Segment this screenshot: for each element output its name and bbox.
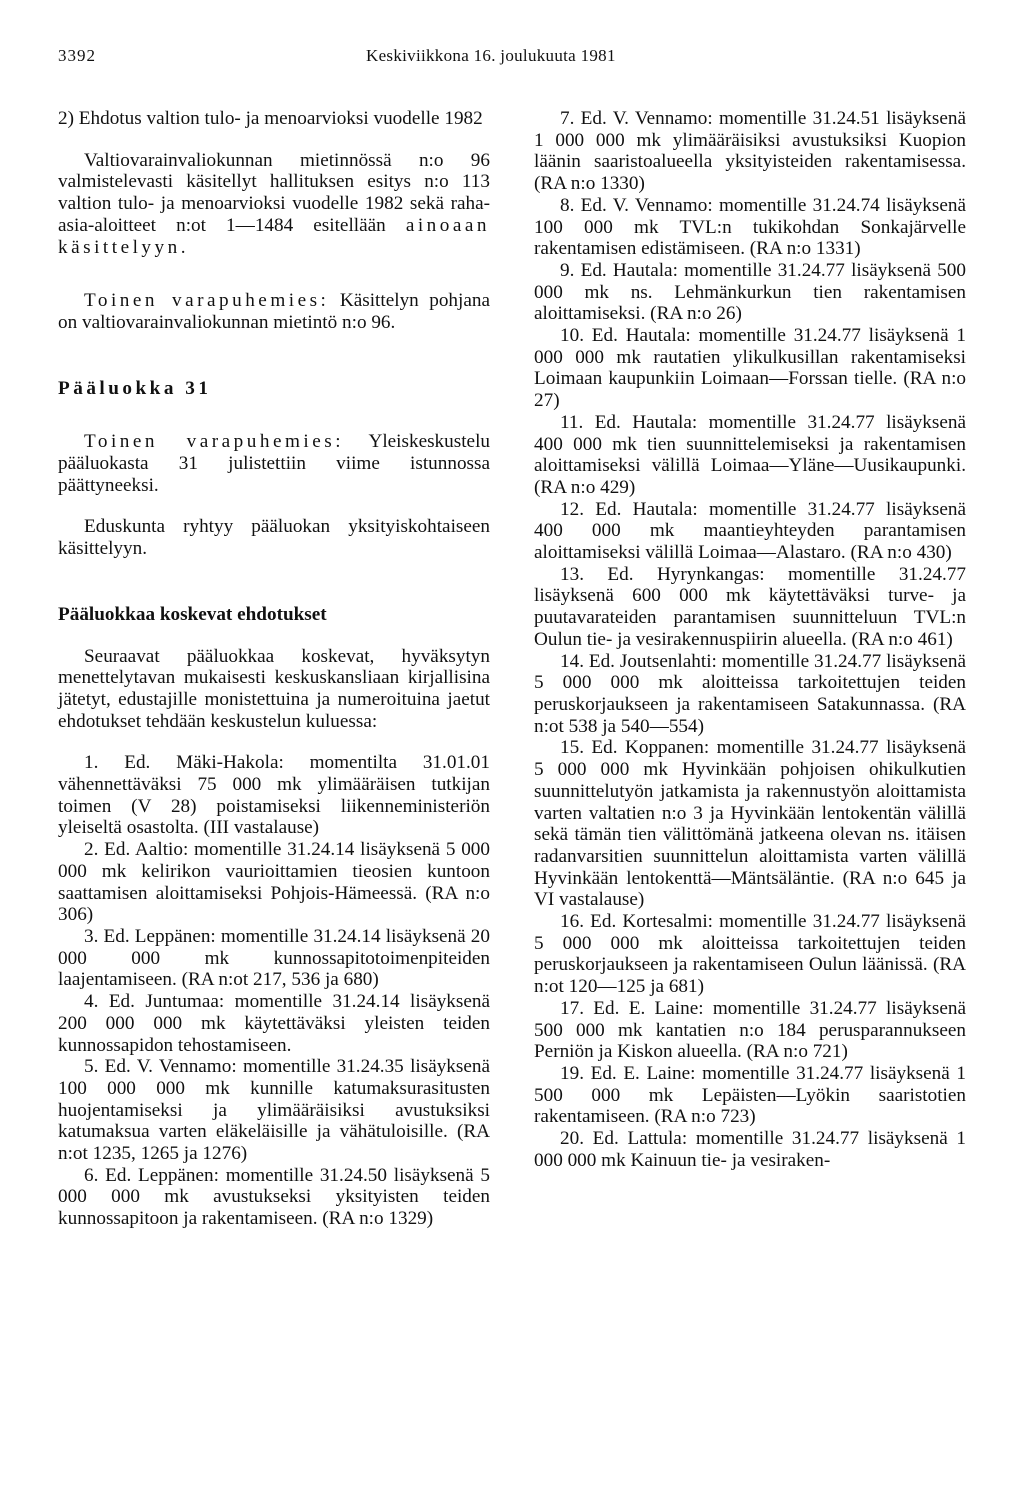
proposals-intro: Seuraavat pääluokkaa koskevat, hyväksytyn menettelytavan mukaisesti keskuskansliaan kirjallisina jätetyt, edustajille monistettuina ja numeroituina jaetut ehdotukset tehdään keskustelun kuluessa: (58, 645, 490, 732)
intro-text: Valtiovarainvaliokunnan mietinnössä n:o 96 valmistelevasti käsitellyt hallituksen esitys n:o 113 valtion tulo- ja menoarvioksi vuodelle 1982 sekä raha-asia-aloitteet n:ot 1—1484 esitellään (58, 149, 490, 236)
spacer (58, 626, 490, 646)
proposals-heading: Pääluokkaa koskevat ehdotukset (58, 603, 327, 625)
proposal-item: 20. Ed. Lattula: momentille 31.24.77 lisäyksenä 1 000 000 mk Kainuun tie- ja vesiraken- (534, 1128, 966, 1171)
proposal-item: 12. Ed. Hautala: momentille 31.24.77 lisäyksenä 400 000 mk maantieyhteyden parantamisen aloittamiseksi välillä Loimaa—Alastaro. (RA n:o 430) (534, 498, 966, 564)
speaker-text-2: Yleiskeskustelu pääluokasta 31 julistettiin viime istunnossa päättyneeksi. (58, 431, 490, 496)
speaker-paragraph-1 (58, 290, 490, 333)
left-column (58, 108, 490, 1230)
proposal-item: 9. Ed. Hautala: momentille 31.24.77 lisäyksenä 500 000 mk ns. Lehmänkurkun tien rakentamisen aloittamiseksi. (RA n:o 26) (534, 259, 966, 325)
proposal-item: 8. Ed. V. Vennamo: momentille 31.24.74 lisäyksenä 100 000 mk TVL:n tukikohdan Sonkajärvelle rakentamisen edistämiseen. (RA n:o 1331) (534, 194, 966, 260)
proposal-item: 11. Ed. Hautala: momentille 31.24.77 lisäyksenä 400 000 mk tien suunnittelemiseksi ja rakentamisen aloittamiseksi välillä Loimaa—Yläne—Uusikaupunki. (RA n:o 429) (534, 411, 966, 498)
assembly-paragraph: Eduskunta ryhtyy pääluokan yksityiskohtaiseen käsittelyyn. (58, 516, 490, 560)
proposal-item: 4. Ed. Juntumaa: momentille 31.24.14 lisäyksenä 200 000 000 mk käytettäväksi yleisten teiden kunnossapidon tehostamiseen. (58, 991, 490, 1056)
proposal-item: 2. Ed. Aaltio: momentille 31.24.14 lisäyksenä 5 000 000 mk kelirikon vaurioittamien tieosien kuntoon saattamisen aloittamiseksi Pohjois-Hämeessä. (RA n:o 306) (58, 839, 490, 926)
page-header (58, 46, 966, 76)
proposal-item: 17. Ed. E. Laine: momentille 31.24.77 lisäyksenä 500 000 mk kantatien n:o 184 perusparannukseen Perniön ja Kiskon alueella. (RA n:o 721) (534, 997, 966, 1063)
spacer (58, 334, 490, 378)
proposal-item: 1. Ed. Mäki-Hakola: momentilta 31.01.01 vähennettäväksi 75 000 mk ylimääräisen tutkijan toimen (V 28) poistamiseksi liikenneministeriön yleiseltä osastolta. (III vastalause) (58, 752, 490, 839)
right-column (534, 108, 966, 1171)
running-title-date: Keskiviikkona 16. joulukuuta 1981 (366, 46, 616, 65)
intro-spaced-text: ainoaan käsittelyyn. (58, 214, 490, 258)
agenda-item-title: 2) Ehdotus valtion tulo- ja menoarvioksi vuodelle 1982 (58, 108, 483, 129)
speaker-name-2: Toinen varapuhemies: (84, 431, 345, 453)
spacer (58, 258, 490, 290)
proposal-item: 5. Ed. V. Vennamo: momentille 31.24.35 lisäyksenä 100 000 000 mk kunnille katumaksurasitusten huojentamiseksi ja ylimääräisiksi avustuksiksi katumaksua varten eläkeläisille ja vähätuloisille. (RA n:ot 1235, 1265 ja 1276) (58, 1056, 490, 1165)
proposal-item: 14. Ed. Joutsenlahti: momentille 31.24.77 lisäyksenä 5 000 000 mk aloitteissa tarkoitettujen teiden peruskorjaukseen ja rakentamiseen Satakunnassa. (RA n:ot 538 ja 540—554) (534, 650, 966, 737)
intro-paragraph (58, 150, 490, 259)
proposal-item: 13. Ed. Hyrynkangas: momentille 31.24.77 lisäyksenä 600 000 mk käytettäväksi turve- ja puutavarateiden parantamisen suunnitteluun TVL:n Oulun tie- ja vesirakennuspiirin alueella. (RA n:o 461) (534, 563, 966, 650)
section-heading: Pääluokka 31 (58, 377, 212, 399)
speaker-text-1: Käsittelyn pohjana on valtiovarainvaliokunnan mietintö n:o 96. (58, 290, 490, 333)
spacer (58, 732, 490, 752)
proposal-item: 7. Ed. V. Vennamo: momentille 31.24.51 lisäyksenä 1 000 000 mk ylimääräisiksi avustuksiksi Kuopion läänin saaristoalueella yksityisteiden rakentamisessa. (RA n:o 1330) (534, 108, 966, 195)
speaker-paragraph-2 (58, 431, 490, 496)
proposal-item: 3. Ed. Leppänen: momentille 31.24.14 lisäyksenä 20 000 000 mk kunnossapitotoimenpiteiden laajentamiseen. (RA n:ot 217, 536 ja 680) (58, 925, 490, 991)
proposal-item: 16. Ed. Kortesalmi: momentille 31.24.77 lisäyksenä 5 000 000 mk aloitteissa tarkoitettujen teiden peruskorjaukseen ja rakentamiseen Oulun läänissä. (RA n:ot 120—125 ja 681) (534, 911, 966, 998)
spacer (58, 130, 490, 150)
proposal-item: 19. Ed. E. Laine: momentille 31.24.77 lisäyksenä 1 500 000 mk Lepäisten—Lyökin saaristotien rakentamiseen. (RA n:o 723) (534, 1062, 966, 1128)
page-number: 3392 (58, 46, 96, 65)
proposal-item: 6. Ed. Leppänen: momentille 31.24.50 lisäyksenä 5 000 000 mk avustukseksi yksityisten teiden kunnossapitoon ja rakentamiseen. (RA n:o 1329) (58, 1164, 490, 1230)
proposal-item: 15. Ed. Koppanen: momentille 31.24.77 lisäyksenä 5 000 000 mk Hyvinkään pohjoisen ohikulkutien suunnittelutyön jatkamista ja rakennustyön aloittamista varten valtatien n:o 3 ja Hyvinkään lentokentän välillä sekä tämän tien välittömänä jatkeena olevan ns. itäisen radanvarsitien suunnittelun aloittamista varten välillä Hyvinkään lentokenttä—Mäntsäläntie. (RA n:o 645 ja VI vastalause) (534, 737, 966, 911)
speaker-name-1: Toinen varapuhemies: (84, 290, 330, 312)
spacer (58, 399, 490, 431)
spacer (58, 496, 490, 516)
spacer (58, 560, 490, 604)
proposal-item: 10. Ed. Hautala: momentille 31.24.77 lisäyksenä 1 000 000 mk rautatien ylikulkusillan rakentamiseksi Loimaan kaupunkiin Loimaan—Forssan tielle. (RA n:o 27) (534, 325, 966, 412)
